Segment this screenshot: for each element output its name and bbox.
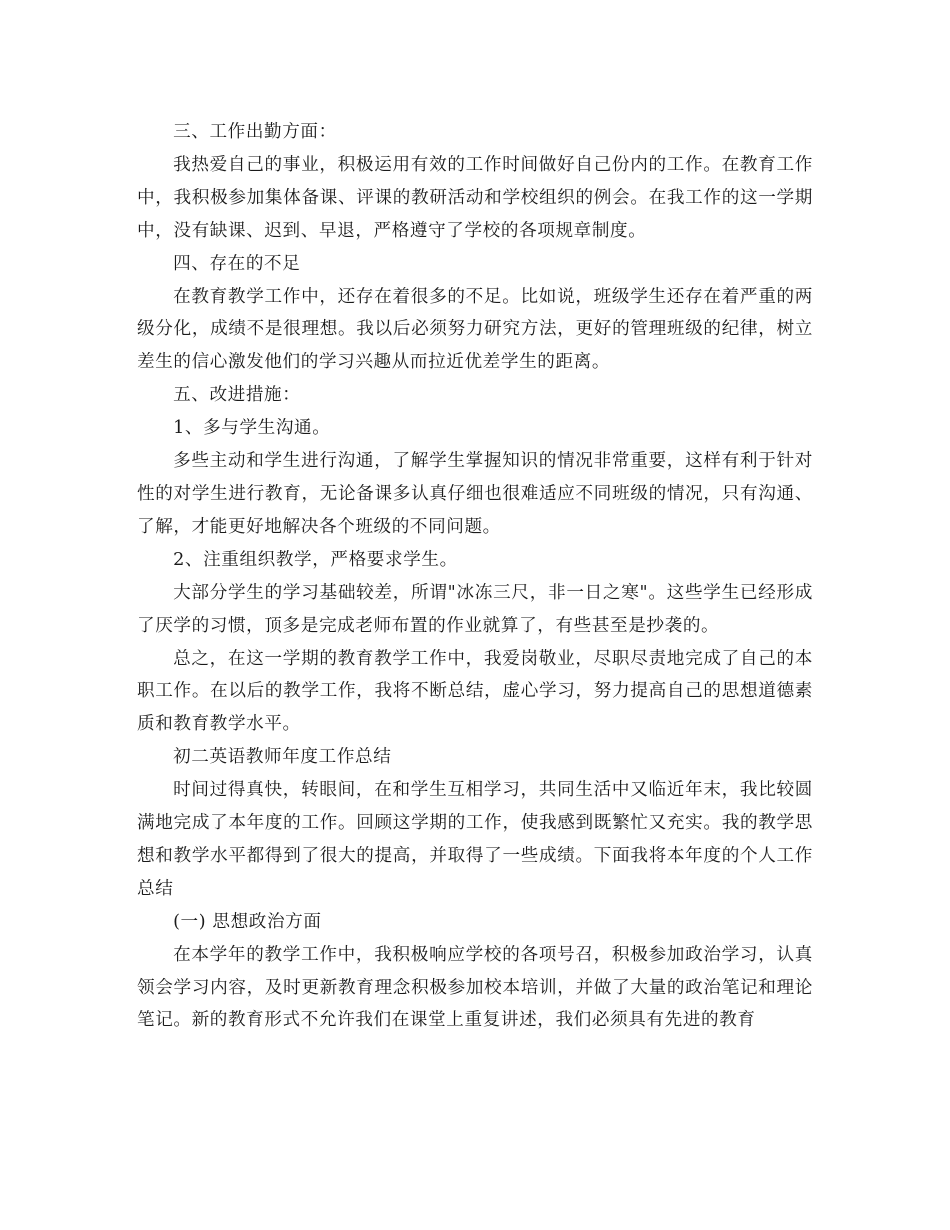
section-heading-shortcomings: 四、存在的不足: [173, 253, 301, 274]
section-heading-attendance: 三、工作出勤方面：: [173, 122, 337, 142]
section-heading-improvements: 五、改进措施：: [173, 385, 301, 406]
sub-heading-communication: 1、多与学生沟通。: [173, 418, 331, 439]
paragraph: 多些主动和学生进行沟通，了解学生掌握知识的情况非常重要，这样有利于针对性的对学生进行教育，无论备课多认真仔细也很难适应不同班级的情况，只有沟通、了解，才能更好地解决各个班级的不同问题。: [137, 451, 813, 537]
paragraph: 我热爱自己的事业，积极运用有效的工作时间做好自己份内的工作。在教育工作中，我积极参加集体备课、评课的教研活动和学校组织的例会。在我工作的这一学期中，没有缺课、迟到、早退，严格遵守了学校的各项规章制度。: [137, 154, 813, 241]
paragraph: 时间过得真快，转眼间，在和学生互相学习，共同生活中又临近年末，我比较圆满地完成了本年度的工作。回顾这学期的工作，使我感到既繁忙又充实。我的教学思想和教学水平都得到了很大的提高，并取得了一些成绩。下面我将本年度的个人工作总结: [137, 780, 813, 899]
sub-heading-organization: 2、注重组织教学，严格要求学生。: [173, 549, 458, 570]
paragraph: 在本学年的教学工作中，我积极响应学校的各项号召，积极参加政治学习，认真领会学习内容，及时更新教育理念积极参加校本培训，并做了大量的政治笔记和理论笔记。新的教育形式不允许我们在课堂上重复讲述，我们必须具有先进的教育: [137, 944, 813, 1031]
paragraph: 总之，在这一学期的教育教学工作中，我爱岗敬业，尽职尽责地完成了自己的本职工作。在以后的教学工作，我将不断总结，虚心学习，努力提高自己的思想道德素质和教育教学水平。: [137, 648, 813, 735]
document-title: 初二英语教师年度工作总结: [173, 747, 392, 768]
paragraph: 在教育教学工作中，还存在着很多的不足。比如说，班级学生还存在着严重的两级分化，成绩不是很理想。我以后必须努力研究方法，更好的管理班级的纪律，树立差生的信心激发他们的学习兴趣从而拉近优差学生的距离。: [137, 286, 813, 373]
section-heading-political: (一) 思想政治方面: [173, 911, 322, 932]
paragraph: 大部分学生的学习基础较差，所谓"冰冻三尺，非一日之寒"。这些学生已经形成了厌学的习惯，顶多是完成老师布置的作业就算了，有些甚至是抄袭的。: [137, 582, 813, 636]
document-body: [137, 116, 813, 1037]
